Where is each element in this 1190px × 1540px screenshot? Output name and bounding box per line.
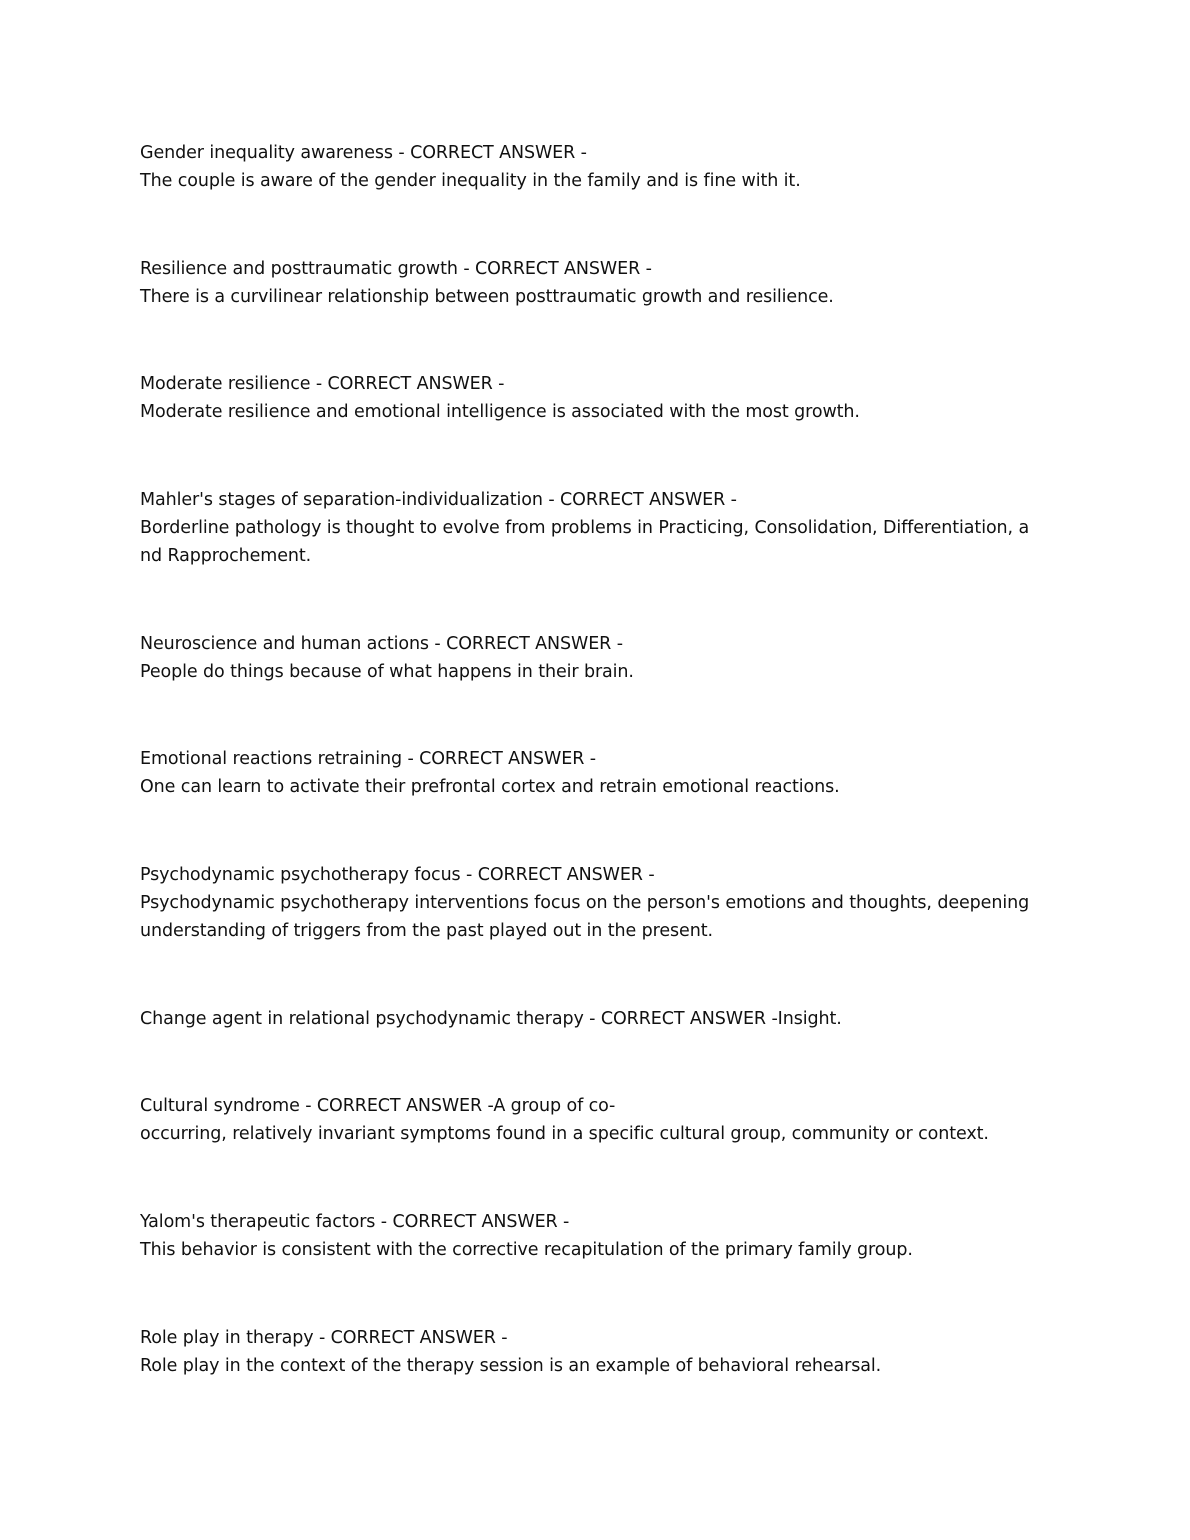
- entry-answer-line: There is a curvilinear relationship between posttraumatic growth and resilience.: [140, 287, 834, 307]
- qa-entry-yalom-factors: [140, 1208, 1060, 1264]
- qa-entry-cultural-syndrome: [140, 1092, 1060, 1148]
- qa-entry-change-agent: [140, 1005, 1060, 1033]
- entry-answer-line: nd Rapprochement.: [140, 546, 312, 566]
- entry-question-line: Change agent in relational psychodynamic therapy - CORRECT ANSWER -Insight.: [140, 1009, 842, 1029]
- entry-answer-line: The couple is aware of the gender inequality in the family and is fine with it.: [140, 171, 801, 191]
- entry-answer-line: People do things because of what happens in their brain.: [140, 662, 634, 682]
- entry-question-line: Moderate resilience - CORRECT ANSWER -: [140, 374, 505, 394]
- qa-entry-role-play: [140, 1324, 1060, 1380]
- entry-answer-line: One can learn to activate their prefrontal cortex and retrain emotional reactions.: [140, 777, 840, 797]
- entry-answer-line: occurring, relatively invariant symptoms found in a specific cultural group, community or context.: [140, 1124, 989, 1144]
- entry-answer-line: understanding of triggers from the past played out in the present.: [140, 921, 713, 941]
- entry-answer-line: Psychodynamic psychotherapy interventions focus on the person's emotions and thoughts, deepening: [140, 893, 1030, 913]
- entry-answer-line: Moderate resilience and emotional intelligence is associated with the most growth.: [140, 402, 860, 422]
- entry-question-line: Role play in therapy - CORRECT ANSWER -: [140, 1328, 508, 1348]
- qa-entry-gender-inequality: [140, 139, 1060, 195]
- entry-answer-line: Role play in the context of the therapy session is an example of behavioral rehearsal.: [140, 1356, 882, 1376]
- entry-question-line: Neuroscience and human actions - CORRECT ANSWER -: [140, 634, 623, 654]
- entry-question-line: Gender inequality awareness - CORRECT ANSWER -: [140, 143, 587, 163]
- entry-question-line: Emotional reactions retraining - CORRECT ANSWER -: [140, 749, 596, 769]
- entry-question-line: Yalom's therapeutic factors - CORRECT ANSWER -: [140, 1212, 570, 1232]
- qa-entry-neuroscience: [140, 630, 1060, 686]
- entry-answer-line: Borderline pathology is thought to evolve from problems in Practicing, Consolidation, Differentiation, a: [140, 518, 1030, 538]
- entry-question-line: Resilience and posttraumatic growth - CORRECT ANSWER -: [140, 259, 652, 279]
- qa-entry-mahler-stages: [140, 486, 1060, 570]
- entry-question-line: Mahler's stages of separation-individualization - CORRECT ANSWER -: [140, 490, 737, 510]
- entry-question-line: Cultural syndrome - CORRECT ANSWER -A group of co-: [140, 1096, 616, 1116]
- qa-entry-emotional-retraining: [140, 745, 1060, 801]
- qa-entry-psychodynamic-focus: [140, 861, 1060, 945]
- entry-question-line: Psychodynamic psychotherapy focus - CORRECT ANSWER -: [140, 865, 655, 885]
- entry-answer-line: This behavior is consistent with the corrective recapitulation of the primary family group.: [140, 1240, 913, 1260]
- qa-entry-moderate-resilience: [140, 370, 1060, 426]
- qa-entry-resilience-growth: [140, 255, 1060, 311]
